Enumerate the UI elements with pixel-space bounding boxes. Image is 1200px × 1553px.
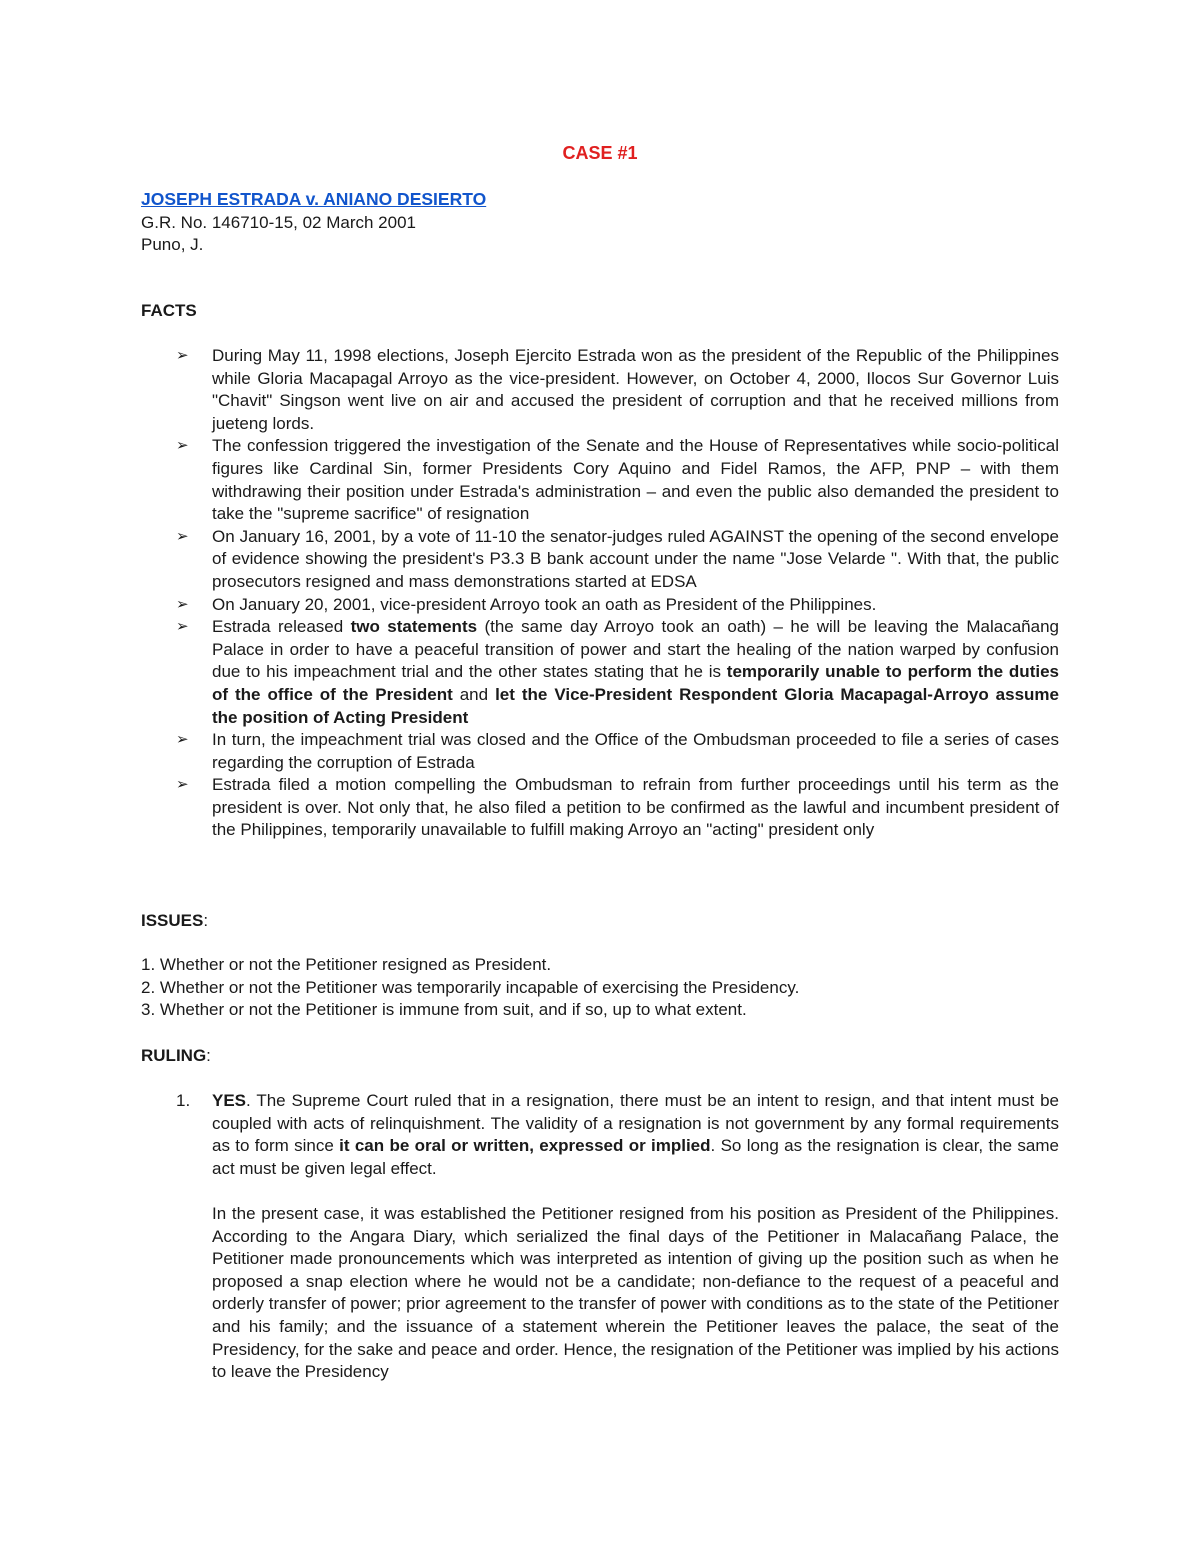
issue-item: 2. Whether or not the Petitioner was temporarily incapable of exercising the Presidency. <box>141 977 800 997</box>
issues-list <box>141 954 1061 1022</box>
case-title: CASE #1 <box>562 143 638 163</box>
arrowhead-bullet-icon: ➢ <box>176 347 189 364</box>
ruling-paragraph: In the present case, it was established the Petitioner resigned from his position as President of the Philippines. According to the Angara Diary, which serialized the final days of the Petitioner in Malacañang Palace, the Petitioner made pronouncements which was interpreted as intention of giving up the position such as when he proposed a snap election where he would not be a candidate; non-defiance to the request of a peaceful and orderly transfer of power; prior agreement to the transfer of power with conditions as to the state of the Petitioner and his family; and the issuance of a statement wherein the Petitioner leaves the palace, the seat of the Presidency, for the sake and peace and order. Hence, the resignation of the Petitioner was implied by his actions to leave the Presidency <box>212 1203 1059 1382</box>
ruling-number: 1. <box>176 1091 191 1110</box>
list-item: ➢ Estrada released two statements (the same day Arroyo took an oath) – he will be leaving the Malacañang Palace in order to have a peaceful transition of power and start the healing of the nation warped by confusion due to his impeachment trial and the other states stating that he is temporarily unable to perform the duties of the office of the President and let the Vice-President Respondent Gloria Macapagal-Arroyo assume the position of Acting President <box>176 617 1059 727</box>
facts-list <box>176 345 1059 842</box>
arrowhead-bullet-icon: ➢ <box>176 595 189 613</box>
issue-item: 1. Whether or not the Petitioner resigned as President. <box>141 955 552 974</box>
issue-item: 3. Whether or not the Petitioner is immune from suit, and if so, up to what extent. <box>141 1000 747 1019</box>
issues-heading: ISSUES: <box>141 911 209 930</box>
ruling-heading: RULING: <box>141 1046 211 1065</box>
arrowhead-bullet-icon: ➢ <box>176 437 189 455</box>
list-item: ➢ Estrada filed a motion compelling the Ombudsman to refrain from further proceedings until his term as the president is over. Not only that, he also filed a petition to be confirmed as the lawful and incumbent president of the Philippines, temporarily unavailable to fulfill making Arroyo an "acting" president only <box>176 775 1059 840</box>
case-name-link[interactable]: JOSEPH ESTRADA v. ANIANO DESIERTO <box>141 189 487 209</box>
list-item: ➢ The confession triggered the investigation of the Senate and the House of Representatives while socio-political figures like Cardinal Sin, former Presidents Cory Aquino and Fidel Ramos, the AFP, PNP – with them withdrawing their position under Estrada's administration – and even the public also demanded the president to take the "supreme sacrifice" of resignation <box>176 436 1059 524</box>
ruling-paragraph: YES. The Supreme Court ruled that in a resignation, there must be an intent to resign, and that intent must be coupled with acts of relinquishment. The validity of a resignation is not government by any formal requirements as to form since it can be oral or written, expressed or implied. So long as the resignation is clear, the same act must be given legal effect. <box>212 1091 1060 1178</box>
list-item: ➢ In turn, the impeachment trial was closed and the Office of the Ombudsman proceeded to file a series of cases regarding the corruption of Estrada <box>176 730 1059 772</box>
list-item: ➢ During May 11, 1998 elections, Joseph Ejercito Estrada won as the president of the Republic of the Philippines while Gloria Macapagal Arroyo as the vice-president. However, on October 4, 2000, Ilocos Sur Governor Luis "Chavit" Singson went live on air and accused the president of corruption and that he received millions from jueteng lords. <box>176 346 1059 433</box>
ruling-item <box>176 1090 1059 1384</box>
case-header <box>141 188 1061 257</box>
facts-heading: FACTS <box>141 301 197 320</box>
arrowhead-bullet-icon: ➢ <box>176 731 189 749</box>
case-ponente: Puno, J. <box>141 235 204 254</box>
list-item: ➢ On January 16, 2001, by a vote of 11-10 the senator-judges ruled AGAINST the opening of the second envelope of evidence showing the president's P3.3 B bank account under the name "Jose Velarde ". With that, the public prosecutors resigned and mass demonstrations started at EDSA <box>176 526 1059 591</box>
list-item: ➢ On January 20, 2001, vice-president Arroyo took an oath as President of the Philippines. <box>176 594 1059 617</box>
arrowhead-bullet-icon: ➢ <box>176 776 189 794</box>
arrowhead-bullet-icon: ➢ <box>176 527 189 545</box>
arrowhead-bullet-icon: ➢ <box>176 618 189 636</box>
case-gr-number: G.R. No. 146710-15, 02 March 2001 <box>141 212 416 232</box>
ruling-list <box>176 1090 1059 1406</box>
